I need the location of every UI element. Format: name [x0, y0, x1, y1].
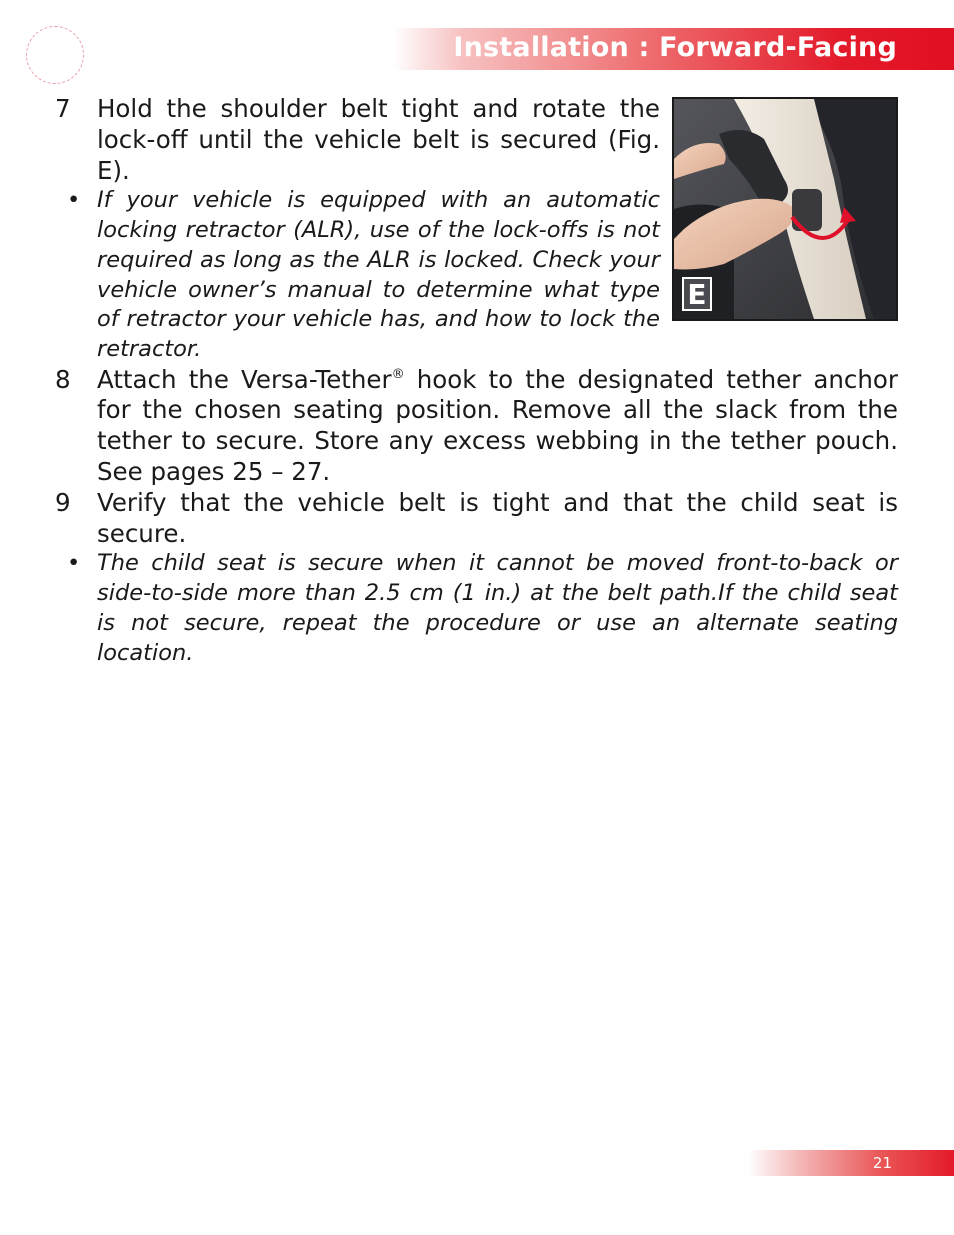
step-9-note: [55, 549, 898, 668]
step-7-note: [55, 186, 898, 364]
step-8: [55, 365, 898, 488]
footer-banner: [748, 1150, 954, 1176]
step-text-start: Attach the Versa-Tether: [97, 364, 392, 394]
corner-registration-mark: [26, 26, 84, 84]
step-text-end: hook to the designated tether anchor for the chosen seating position. Remove all the slack from the tether to secure. Store any excess webbing in the tether pouch. See pages 25 – 27.: [97, 364, 898, 486]
step-text: Verify that the vehicle belt is tight and that the child seat is secure.: [97, 487, 898, 548]
step-number: 8: [55, 364, 71, 394]
page-number: 21: [872, 1154, 892, 1172]
step-number: 9: [55, 487, 71, 517]
page-title: Installation : Forward-Facing: [453, 32, 897, 63]
note-text: The child seat is secure when it cannot be moved front-to-back or side-to-side more than 2.5 cm (1 in.) at the belt path.If the child seat is not secure, repeat the procedure or use an alternate seating location.: [97, 550, 898, 666]
header-banner: [393, 28, 954, 70]
figure-label: E: [687, 278, 707, 311]
note-text: If your vehicle is equipped with an automatic locking retractor (ALR), use of the lock-offs is not required as long as the ALR is locked. Check your vehicle owner’s manual to determine what type of retractor your vehicle has, and how to lock the retractor.: [97, 187, 660, 362]
bullet-icon: •: [67, 550, 81, 577]
instructions: [55, 94, 898, 668]
step-text: Hold the shoulder belt tight and rotate the lock-off until the vehicle belt is secured (Fig. E).: [97, 94, 660, 185]
bullet-icon: •: [67, 187, 81, 214]
step-7: [55, 94, 898, 186]
step-number: 7: [55, 94, 71, 123]
step-9: [55, 488, 898, 550]
registered-mark: ®: [391, 366, 405, 382]
